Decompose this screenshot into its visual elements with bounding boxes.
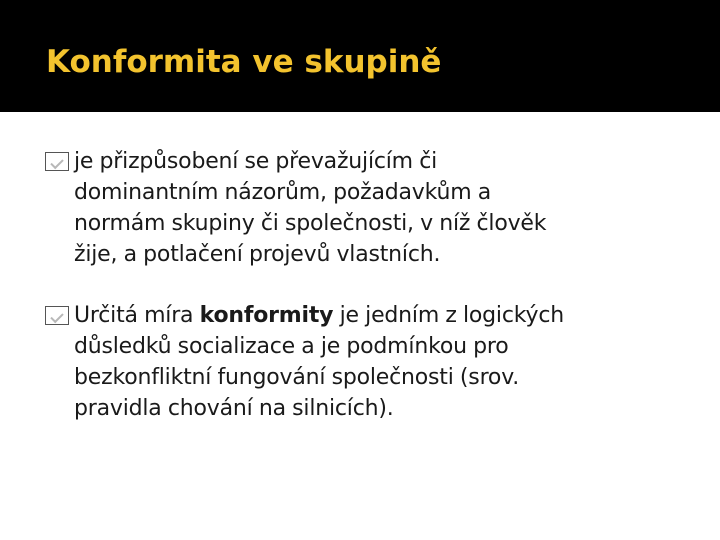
bullet-text: je přizpůsobení se převažujícím či (74, 149, 437, 174)
title-bar (0, 0, 720, 112)
bullet-item-consequence (45, 300, 695, 424)
bullet-line (45, 146, 695, 177)
bullet-line: bezkonfliktní fungování společnosti (srov. (74, 365, 520, 390)
bullet-lead-text: Určitá míra (74, 303, 200, 328)
bullet-line: normám skupiny či společnosti, v níž člověk (74, 211, 547, 236)
bullet-line: důsledků socializace a je podmínkou pro (74, 334, 509, 359)
slide-title: Konformita ve skupině (46, 44, 442, 80)
checkbox-icon (45, 306, 69, 325)
bullet-item-definition (45, 146, 695, 270)
bullet-line: dominantním názorům, požadavkům a (74, 180, 492, 205)
bullet-line: pravidla chování na silnicích). (74, 396, 394, 421)
bullet-line (45, 300, 695, 331)
bullet-line: žije, a potlačení projevů vlastních. (74, 242, 441, 267)
checkbox-icon (45, 152, 69, 171)
slide-content (0, 140, 720, 540)
bullet-tail-text: je jedním z logických (333, 303, 564, 328)
emphasis-text: konformity (199, 303, 334, 328)
